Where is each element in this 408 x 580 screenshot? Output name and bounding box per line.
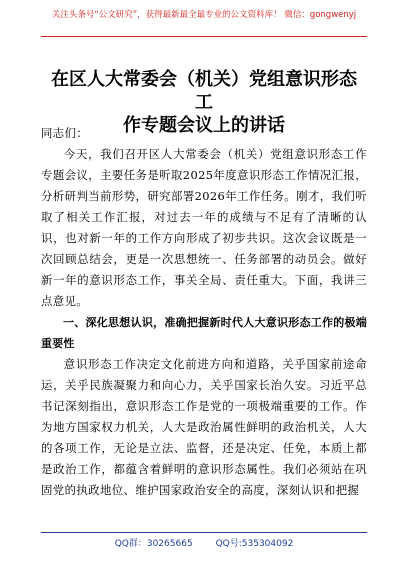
footer-qq-number: QQ号:535304092 bbox=[215, 539, 294, 549]
footer-qq-group: QQ群：30265665 bbox=[114, 539, 193, 549]
footer-divider bbox=[41, 532, 367, 533]
header-divider bbox=[41, 36, 367, 37]
footer-contacts bbox=[0, 536, 408, 549]
section-heading-1: 一、深化思想认识，准确把握新时代人大意识形态工作的极端重要性 bbox=[41, 316, 367, 350]
header-note: 关注头条号“公文研究”，获得最新最全最专业的公文资料库！ 微信：gongwenyj bbox=[51, 10, 357, 20]
title-line-2: 作专题会议上的讲话 bbox=[123, 115, 285, 136]
salutation: 同志们： bbox=[41, 126, 89, 140]
paragraph-section-1: 意识形态工作决定文化前进方向和道路，关乎国家前途命运，关乎民族凝聚力和向心力，关乎国家长治久安。习近平总书记深刻指出，意识形态工作是党的一项极端重要的工作。作为地方国家权力机关，人大是政治属性鲜明的政治机关，人大的各项工作，无论是立法、监督，还是决定、任免，本质上都是政治工作，都蕴含着鲜明的意识形态属性。我们必须站在巩固党的执政地位、维护国家政治安全的高度，深刻认识和把握 bbox=[41, 357, 367, 497]
page-footer bbox=[0, 532, 408, 580]
title-line-1: 在区人大常委会（机关）党组意识形态工 bbox=[51, 69, 357, 113]
page-header bbox=[0, 0, 408, 40]
document-body bbox=[41, 123, 367, 501]
paragraph-intro: 今天，我们召开区人大常委会（机关）党组意识形态工作专题会议，主要任务是听取2025年度意识形态工作情况汇报，分析研判当前形势，研究部署2026年工作任务。刚才，我们听取了相关工作汇报，对过去一年的成绩与不足有了清晰的认识，也对新一年的工作方向形成了初步共识。这次会议既是一次回顾总结会，更是一次思想统一、任务部署的动员会。做好新一年的意识形态工作，事关全局、责任重大。下面，我讲三点意见。 bbox=[41, 147, 367, 308]
